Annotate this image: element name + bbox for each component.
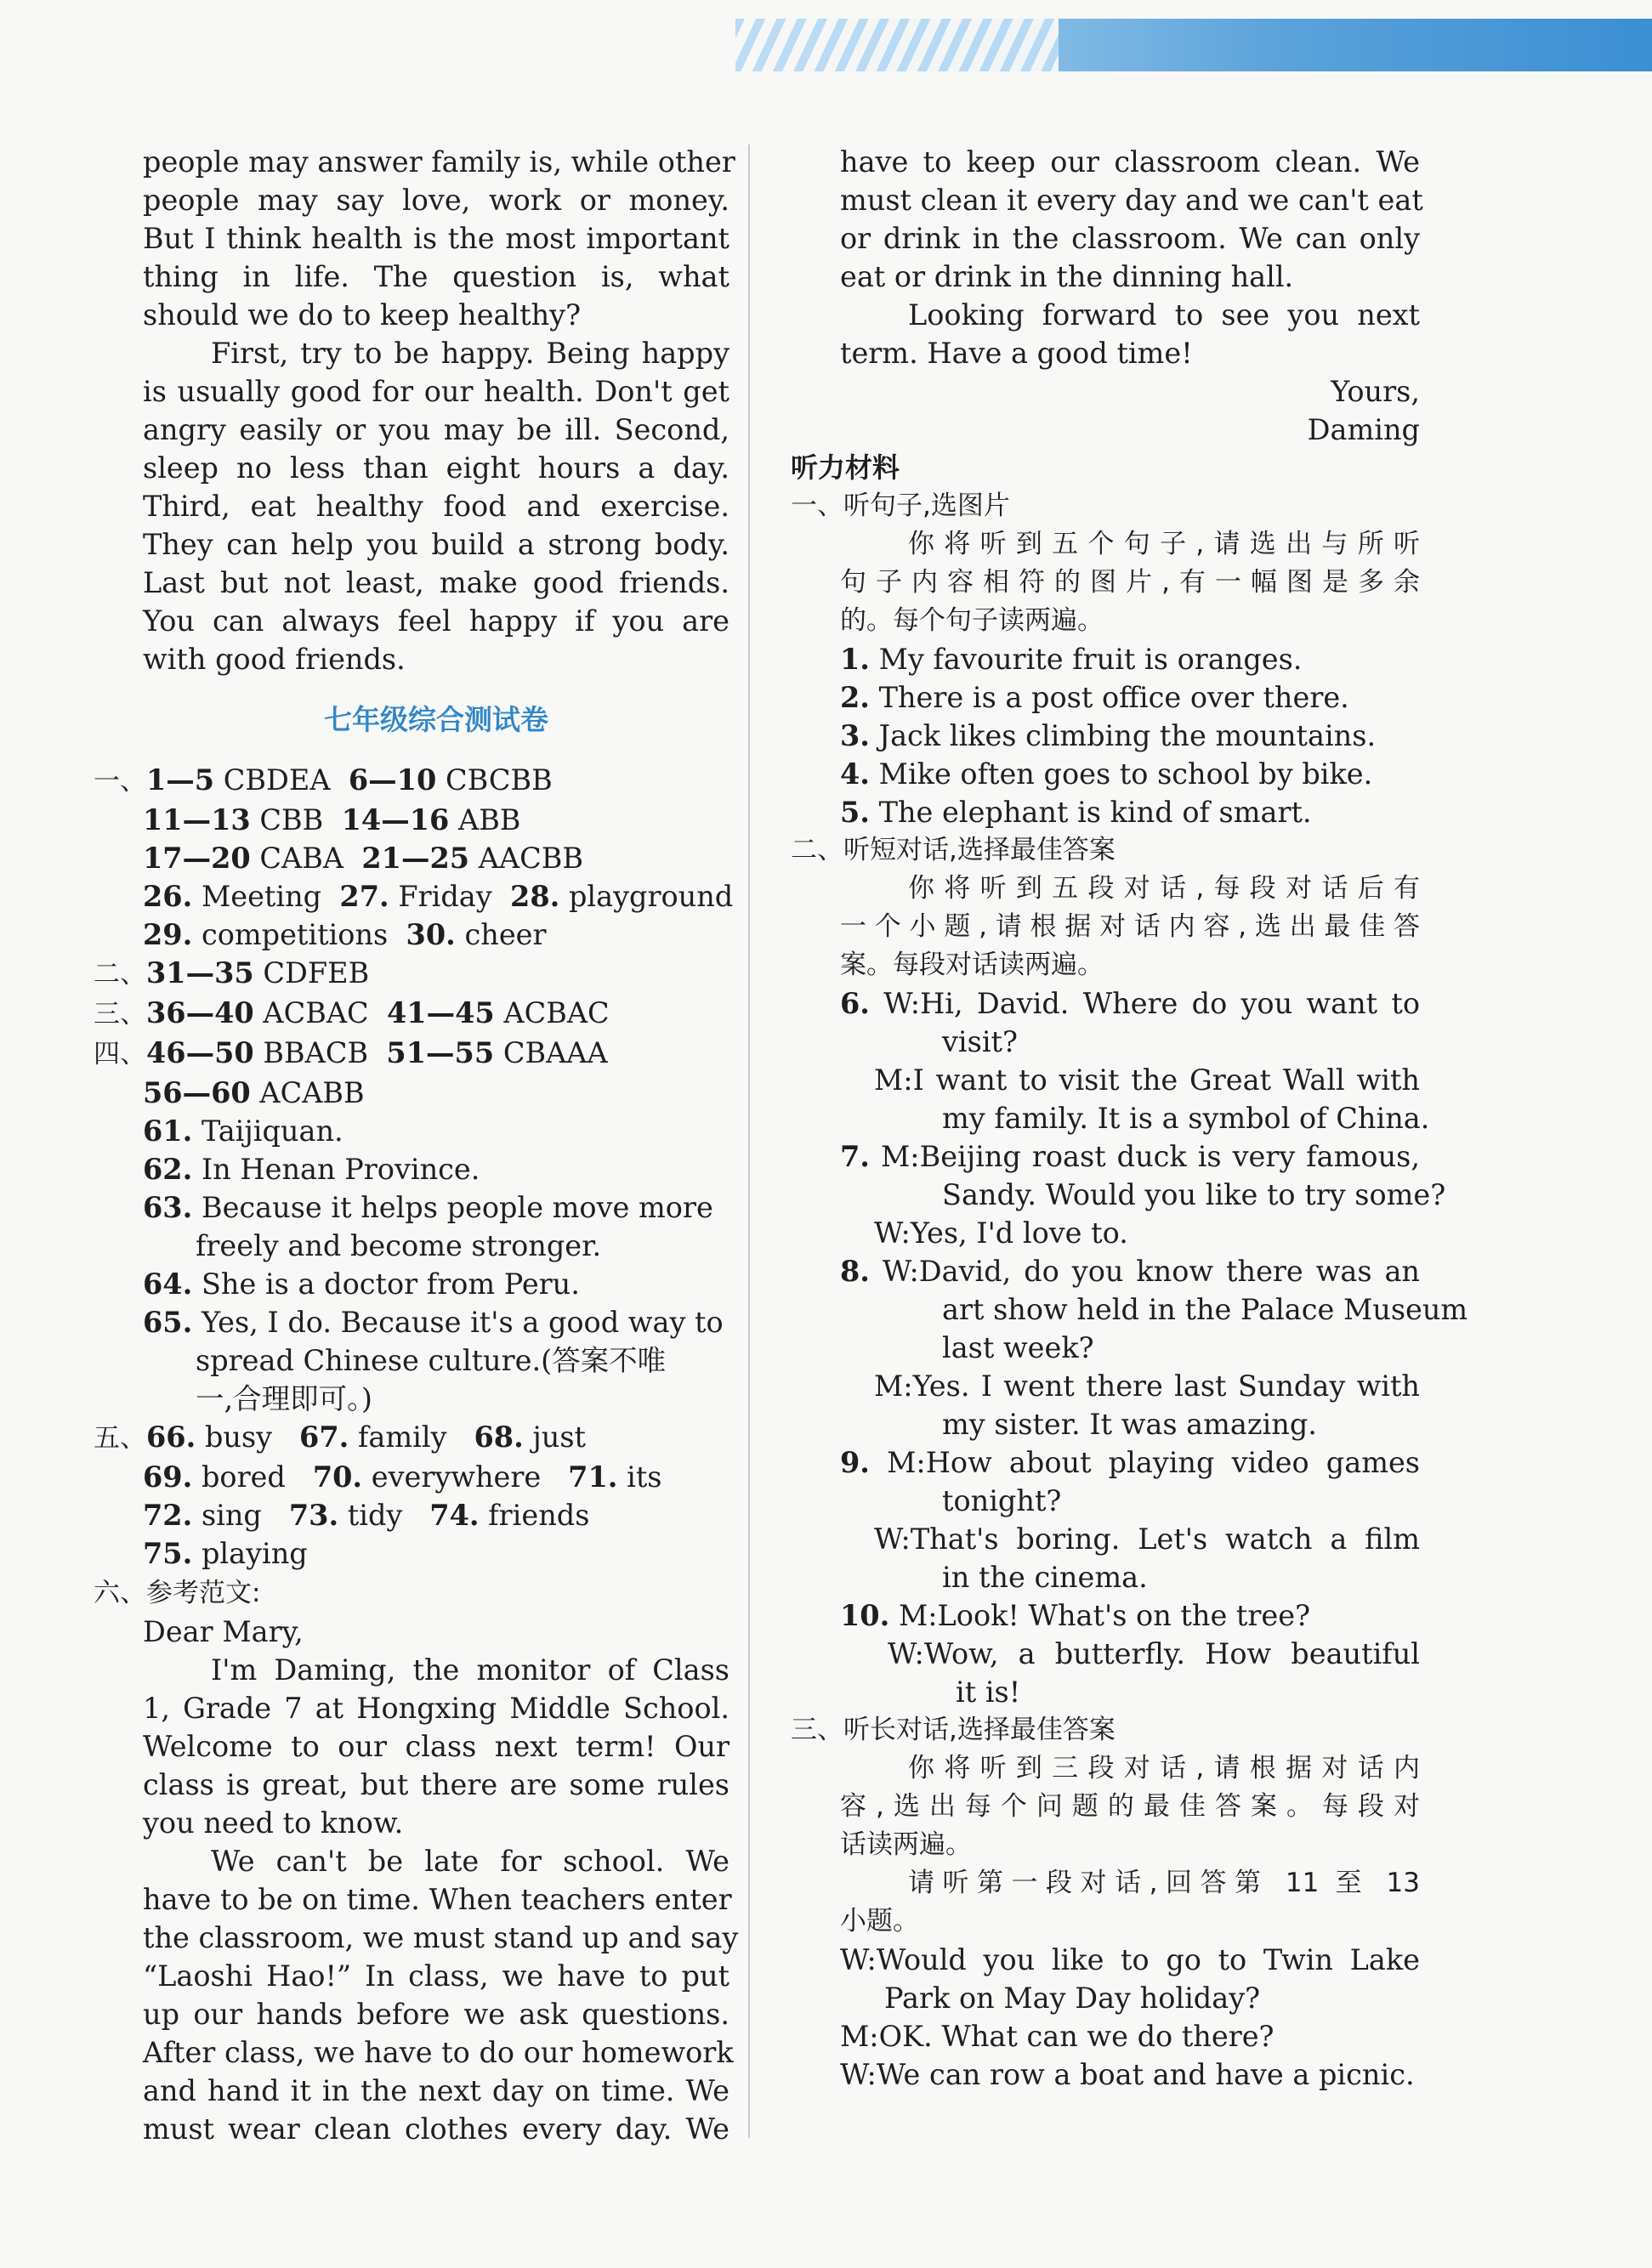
answer-line: 69. bored 70. everywhere 71. its [143,1460,662,1494]
dialogue-line: last week? [942,1331,1094,1364]
letter-line: the classroom, we must stand up and say [143,1921,739,1954]
letter-line: and hand it in the next day on time. We [143,2074,729,2107]
column-divider [748,145,750,2138]
dialogue-line: 6. W:Hi, David. Where do you want to [840,987,1420,1020]
letter-line: We can't be late for school. We [211,1845,729,1878]
dialogue-line: my sister. It was amazing. [942,1408,1317,1441]
part3-intro: 你将听到三段对话,请根据对话内 [908,1753,1420,1783]
dialogue-line: M:Yes. I went there last Sunday with [874,1369,1420,1403]
answer-line: 64. She is a doctor from Peru. [143,1267,580,1301]
letter-line: you need to know. [143,1806,404,1840]
answer-line: 63. Because it helps people move more [143,1191,713,1224]
essay-line: Last but not least, make good friends. [143,566,729,599]
dialogue-line: W:Wow, a butterfly. How beautiful [888,1637,1420,1670]
essay-line: You can always feel happy if you are [143,604,729,638]
dialogue-line: W:Would you like to go to Twin Lake [840,1943,1420,1976]
sentence-item: 4. Mike often goes to school by bike. [840,757,1373,791]
answer-line: 四、46—50 BBACB 51—55 CBAAA [94,1036,608,1069]
dialogue-line: art show held in the Palace Museum [942,1293,1468,1326]
answer-line: 65. Yes, I do. Because it's a good way to [143,1306,724,1339]
essay-line: is usually good for our health. Don't get [143,375,729,408]
answer-line: 17—20 CABA 21—25 AACBB [143,842,584,875]
essay-line: people may say love, work or money. [143,184,729,217]
right-column [791,143,1468,2094]
answer-line: 56—60 ACABB [143,1076,365,1109]
answer-line: 三、36—40 ACBAC 41—45 ACBAC [94,996,610,1029]
dialogue-line: 8. W:David, do you know there was an [840,1255,1420,1288]
part1-intro: 的。每个句子读两遍。 [840,605,1104,636]
part2-intro: 案。每段对话读两遍。 [840,950,1104,980]
part2-intro: 你将听到五段对话,每段对话后有 [908,873,1420,904]
dialogue-line: tonight? [942,1484,1062,1517]
answer-line: 75. playing [143,1537,308,1570]
answer-line: 29. competitions 30. cheer [143,918,547,951]
dialogue-line: Park on May Day holiday? [884,1982,1261,2015]
essay-line: Third, eat healthy food and exercise. [143,490,729,523]
letter-line: Dear Mary, [143,1615,304,1648]
letter-line: up our hands before we ask questions. [143,1998,729,2031]
part3-intro: 容,选出每个问题的最佳答案。每段对 [840,1791,1420,1822]
test-title: 七年级综合测试卷 [324,703,548,736]
letter-line: must wear clean clothes every day. We [143,2112,729,2146]
part2-intro: 一个小题,请根据对话内容,选出最佳答 [840,911,1420,942]
answer-line: 五、66. busy 67. family 68. just [94,1420,587,1454]
dialogue-line: it is! [956,1675,1021,1709]
answer-line: 62. In Henan Province. [143,1153,480,1186]
dialogue-line: my family. It is a symbol of China. [942,1102,1430,1135]
part3-subtitle: 小题。 [840,1906,919,1936]
sentence-item: 2. There is a post office over there. [840,681,1349,714]
essay-line: thing in life. The question is, what [143,260,729,293]
essay-line: But I think health is the most important [143,222,729,255]
letter-line: have to be on time. When teachers enter [143,1883,732,1916]
dialogue-line: visit? [942,1025,1018,1058]
letter-line: Welcome to our class next term! Our [143,1730,729,1763]
dialogue-line: Sandy. Would you like to try some? [942,1178,1446,1211]
essay-line: sleep no less than eight hours a day. [143,451,729,485]
essay-line: with good friends. [143,643,406,676]
listening-title: 听力材料 [791,451,900,484]
sentence-item: 3. Jack likes climbing the mountains. [840,719,1377,752]
essay-line: angry easily or you may be ill. Second, [143,413,729,446]
letter-line: I'm Daming, the monitor of Class [211,1653,729,1687]
answer-line: 一,合理即可。) [196,1382,372,1415]
answer-line: 二、31—35 CDFEB [94,956,370,989]
answer-line: freely and become stronger. [196,1229,602,1262]
left-column [94,143,739,2148]
letter-line: have to keep our classroom clean. We [840,145,1420,179]
dialogue-line: W:Yes, I'd love to. [874,1216,1128,1250]
part3-title: 三、听长对话,选择最佳答案 [791,1715,1116,1745]
answer-line: 72. sing 73. tidy 74. friends [143,1499,590,1532]
letter-line: term. Have a good time! [840,337,1193,370]
essay-line: First, try to be happy. Being happy [211,337,729,370]
sentence-item: 5. The elephant is kind of smart. [840,796,1312,829]
essay-line: people may answer family is, while other [143,145,735,179]
letter-signature: Daming [1307,413,1420,446]
dialogue-line: 9. M:How about playing video games [840,1446,1420,1479]
part3-intro: 话读两遍。 [840,1829,972,1860]
answer-line: 一、1—5 CBDEA 6—10 CBCBB [94,763,553,797]
letter-line: Looking forward to see you next [908,298,1420,332]
letter-line: eat or drink in the dinning hall. [840,260,1294,293]
part3-subtitle: 请听第一段对话,回答第 11 至 13 [908,1868,1420,1898]
essay-line: should we do to keep healthy? [143,298,582,332]
dialogue-line: in the cinema. [942,1561,1148,1594]
answer-line: 11—13 CBB 14—16 ABB [143,803,521,836]
letter-line: class is great, but there are some rules [143,1768,729,1801]
letter-line: “Laoshi Hao!” In class, we have to put [143,1959,729,1993]
part1-intro: 你将听到五个句子,请选出与所听 [908,529,1420,559]
letter-line: After class, we have to do our homework [143,2036,734,2069]
answer-line: spread Chinese culture.(答案不唯 [196,1344,667,1377]
dialogue-line: M:OK. What can we do there? [840,2020,1274,2053]
answer-line: 六、参考范文: [94,1578,261,1608]
sentence-item: 1. My favourite fruit is oranges. [840,643,1303,676]
letter-line: 1, Grade 7 at Hongxing Middle School. [143,1692,729,1725]
part2-title: 二、听短对话,选择最佳答案 [791,835,1116,865]
answer-line: 26. Meeting 27. Friday 28. playground [143,880,734,913]
dialogue-line: W:We can row a boat and have a picnic. [840,2058,1415,2091]
dialogue-line: M:I want to visit the Great Wall with [874,1063,1420,1097]
answer-line: 61. Taijiquan. [143,1114,343,1148]
part1-title: 一、听句子,选图片 [791,490,1010,521]
letter-line: or drink in the classroom. We can only [840,222,1420,255]
essay-line: They can help you build a strong body. [143,528,729,561]
letter-closing: Yours, [1331,375,1420,408]
dialogue-line: 7. M:Beijing roast duck is very famous, [840,1140,1421,1173]
header-stripes [735,19,1059,71]
dialogue-line: 10. M:Look! What's on the tree? [840,1599,1311,1632]
dialogue-line: W:That's boring. Let's watch a film [874,1522,1420,1556]
letter-line: must clean it every day and we can't eat [840,184,1423,217]
part1-intro: 句子内容相符的图片,有一幅图是多余 [840,567,1420,598]
